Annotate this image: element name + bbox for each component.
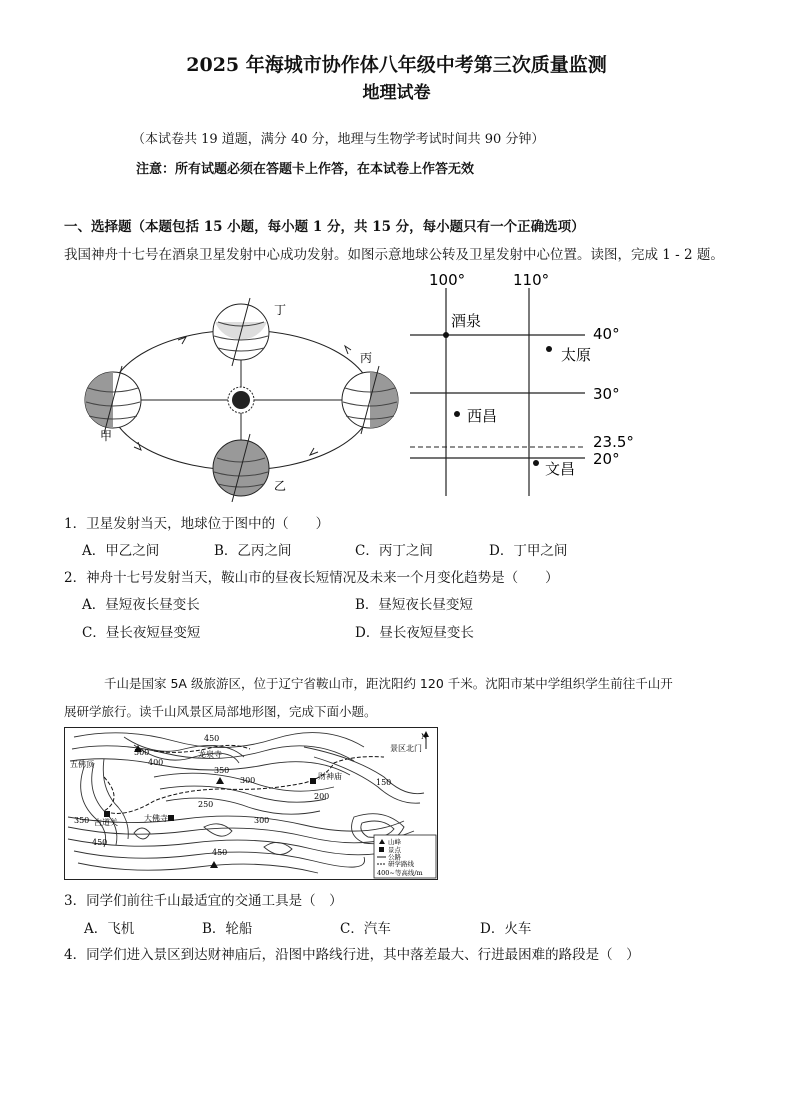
label-ding: 丁 xyxy=(274,303,287,317)
map-place-beimen: 景区北门 xyxy=(390,744,422,753)
q2-option-b[interactable]: B．昼短夜长昼变短 xyxy=(355,597,473,613)
exam-subtitle: 地理试卷 xyxy=(362,83,431,103)
question-1: 1．卫星发射当天，地球位于图中的（ ） xyxy=(64,516,330,532)
question-2: 2．神舟十七号发射当天，鞍山市的昼夜长短情况及未来一个月变化趋势是（ ） xyxy=(64,570,559,586)
q3-option-d[interactable]: D．火车 xyxy=(480,921,532,937)
contour-label: 350 xyxy=(214,766,230,775)
earth-position-ding xyxy=(213,298,269,366)
exam-info: （本试卷共 19 道题，满分 40 分，地理与生物学考试时间共 90 分钟） xyxy=(132,132,545,147)
contour-label: 250 xyxy=(198,800,214,809)
q2-option-a[interactable]: A．昼短夜长昼变长 xyxy=(82,597,200,613)
earth-orbit-diagram xyxy=(78,292,408,502)
sun-icon xyxy=(228,387,254,413)
map-place-gudaoguan: 古道关 xyxy=(94,818,118,827)
q3-option-c[interactable]: C．汽车 xyxy=(340,921,391,937)
north-label: N xyxy=(421,733,428,741)
q1-option-d[interactable]: D．丁甲之间 xyxy=(489,543,568,559)
exam-notice: 注意：所有试题必须在答题卡上作答，在本试卷上作答无效 xyxy=(136,162,475,177)
contour-label: 400 xyxy=(148,758,164,767)
lon-110: 110° xyxy=(513,271,550,289)
lat-23-5: 23.5° xyxy=(593,433,634,451)
q2-option-c[interactable]: C．昼长夜短昼变短 xyxy=(82,625,201,641)
map-place-caishenmiao: 财神庙 xyxy=(318,772,342,781)
contour-label: 300 xyxy=(240,776,256,785)
q2-option-d[interactable]: D．昼长夜短昼变长 xyxy=(355,625,474,641)
earth-position-jia xyxy=(85,366,141,434)
contour-label: 300 xyxy=(254,816,270,825)
qianshan-topographic-map xyxy=(64,727,438,880)
svg-text:山峰: 山峰 xyxy=(388,838,401,846)
question-4: 4．同学们进入景区到达财神庙后，沿图中路线行进，其中落差最大、行进最困难的路段是（ ） xyxy=(64,947,640,963)
q1-option-b[interactable]: B．乙丙之间 xyxy=(214,543,292,559)
q1-option-a[interactable]: A．甲乙之间 xyxy=(82,543,160,559)
svg-text:研学路线: 研学路线 xyxy=(388,860,414,868)
exam-title: 2025 年海城市协作体八年级中考第三次质量监测 xyxy=(186,54,607,76)
contour-label: 500 xyxy=(134,748,150,757)
contour-label: 150 xyxy=(376,778,392,787)
q3-option-a[interactable]: A．飞机 xyxy=(84,921,135,937)
lat-40: 40° xyxy=(593,325,620,343)
place-jiuquan: 酒泉 xyxy=(451,312,482,330)
question-3: 3．同学们前往千山最适宜的交通工具是（ ） xyxy=(64,893,343,909)
svg-text:景点: 景点 xyxy=(388,846,401,854)
launch-site-map xyxy=(405,268,650,498)
map-place-wufoding: 五佛顶 xyxy=(70,760,94,769)
q1-option-c[interactable]: C．丙丁之间 xyxy=(355,543,433,559)
section-heading: 一、选择题（本题包括 15 小题，每小题 1 分，共 15 分，每小题只有一个正确选项） xyxy=(64,219,585,235)
passage-line-1: 千山是国家 5A 级旅游区，位于辽宁省鞍山市，距沈阳约 120 千米。沈阳市某中学组织学生前往千山开 xyxy=(104,676,673,691)
map-legend xyxy=(374,835,436,878)
lat-30: 30° xyxy=(593,385,620,403)
place-taiyuan: 太原 xyxy=(561,346,592,364)
lat-20: 20° xyxy=(593,450,620,468)
map-place-dafosi: 大佛寺 xyxy=(144,814,168,823)
label-yi: 乙 xyxy=(274,479,287,493)
passage-line-2: 展研学旅行。读千山风景区局部地形图，完成下面小题。 xyxy=(64,704,377,719)
svg-text:400~等高线/m: 400~等高线/m xyxy=(377,869,423,877)
label-jia: 甲 xyxy=(100,429,113,443)
label-bing: 丙 xyxy=(360,351,373,365)
svg-text:公路: 公路 xyxy=(388,853,401,861)
lon-100: 100° xyxy=(429,271,466,289)
earth-position-yi xyxy=(213,434,269,502)
place-wenchang: 文昌 xyxy=(545,460,576,478)
earth-position-bing xyxy=(342,366,398,434)
place-xichang: 西昌 xyxy=(467,407,498,425)
section-intro: 我国神舟十七号在酒泉卫星发射中心成功发射。如图示意地球公转及卫星发射中心位置。读图，完成 1 - 2 题。 xyxy=(64,247,724,263)
contour-label: 450 xyxy=(204,734,220,743)
q3-option-b[interactable]: B．轮船 xyxy=(202,921,253,937)
contour-label: 450 xyxy=(92,838,108,847)
map-place-longquansi: 龙泉寺 xyxy=(198,750,222,759)
contour-label: 450 xyxy=(212,848,228,857)
contour-label: 350 xyxy=(74,816,90,825)
contour-label: 200 xyxy=(314,792,330,801)
